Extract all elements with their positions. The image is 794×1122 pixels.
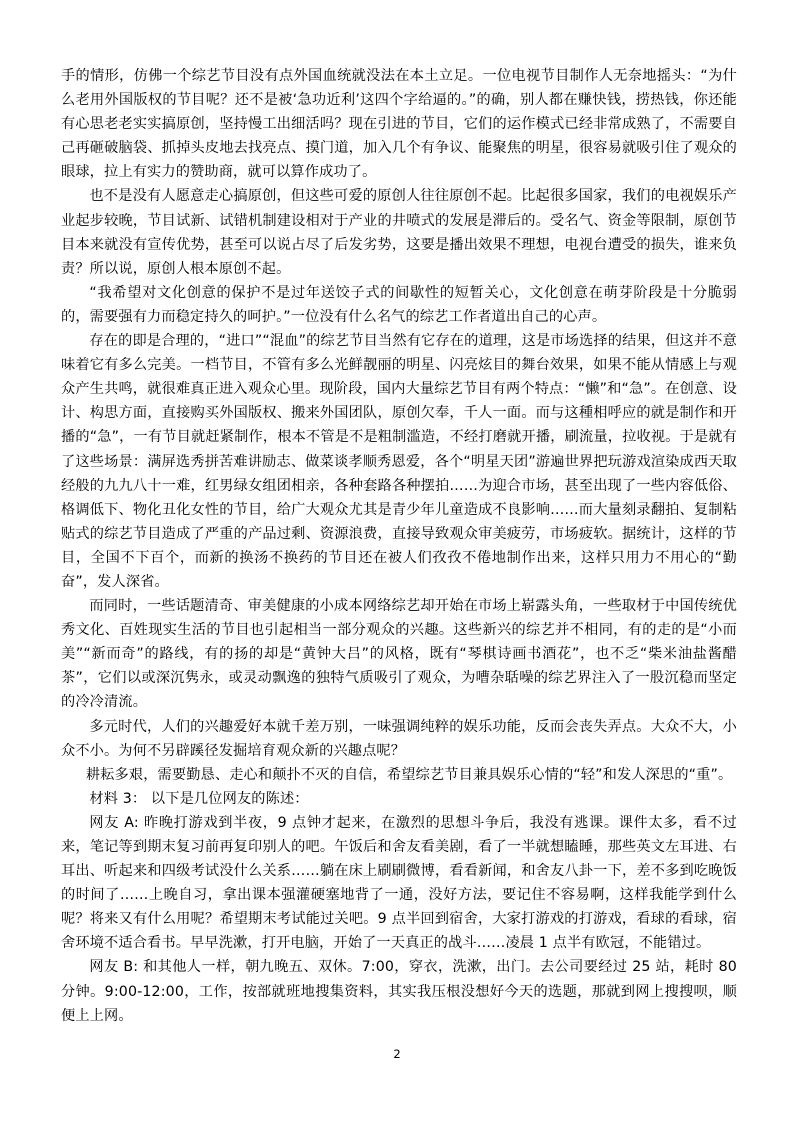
paragraph-7: 耕耘多艰，需要勤恳、走心和颠扑不灭的自信，希望综艺节目兼具娱乐心情的“轻”和发人深思的“重”。 bbox=[85, 766, 733, 783]
paragraph-6: 多元时代，人们的兴趣爱好本就千差万别，一味强调纯粹的娱乐功能，反而会丧失弄点。大众不大，小众不小。为何不另辟蹊径发掘培育观众新的兴趣点呢？ bbox=[61, 718, 737, 759]
netizen-a-statement: 网友 A: 昨晚打游戏到半夜，9 点钟才起来，在激烈的思想斗争后，我没有逃课。课件太多，看不过来，笔记等到期末复习前再复印别人的吧。午饭后和舍友看美剧，看了一半就想瞌睡，那些英文左耳进、右耳出、听起来和四级考试没什么关系……躺在床上刷刷微博，看看新闻，和舍友八卦一下，差不多到吃晚饭的时间了……上晚自习，拿出课本强灌硬塞地背了一通，没好方法，要记住不容易啊，这样我能学到什么呢？将来又有什么用呢？希望期末考试能过关吧。9 点半回到宿舍，大家打游戏的打游戏，看球的看球，宿舍环境不适合看书。早早洗漱，打开电脑，开始了一天真正的战斗……凌晨 1 点半有欧冠，不能错过。 bbox=[61, 814, 737, 952]
paragraph-5: 而同时，一些话题清奇、审美健康的小成本网络综艺却开始在市场上崭露头角，一些取材于中国传统优秀文化、百姓现实生活的节目也引起相当一部分观众的兴趣。这些新兴的综艺并不相同，有的走的是“小而美”“新而奇”的路线，有的扬的却是“黄钟大吕”的风格，既有“琴棋诗画书酒花”，也不乏“柴米油盐酱醋茶”，它们以或深沉隽永，或灵动飘逸的独特气质吸引了观众，为嘈杂聒噪的综艺界注入了一股沉稳而坚定的冷冷清流。 bbox=[61, 598, 737, 711]
document-page bbox=[61, 64, 737, 1028]
paragraph-3-quote: “我希望对文化创意的保护不是过年送饺子式的间歇性的短暂关心，文化创意在萌芽阶段是十分脆弱的，需要强有力而稳定持久的呵护。”一位没有什么名气的综艺工作者道出自己的心声。 bbox=[61, 284, 737, 325]
paragraph-4: 存在的即是合理的，“进口”“混血”的综艺节目当然有它存在的道理，这是市场选择的结果，但这并不意味着它有多么完美。一档节目，不管有多么光鲜靓丽的明星、闪亮炫目的舞台效果，如果不能从情感上与观众产生共鸣，就很难真正进入观众心里。现阶段，国内大量综艺节目有两个特点：“懒”和“急”。在创意、设计、构思方面，直接购买外国版权、搬来外国团队，原创欠奉，千人一面。而与这種相呼应的就是制作和开播的“急”，一有节目就赶紧制作，根本不管是不是粗制滥造，不经打磨就开播，刷流量，拉收视。于是就有了这些场景：满屏选秀拼苦难讲励志、做菜谈孝顺秀恩爱，各个“明星天团”游遍世界把玩游戏渲染成西天取经般的九九八十一难，红男绿女组团相亲，各种套路各种摆拍……为迎合市场，甚至出现了一些内容低俗、格调低下、物化丑化女性的节目，给广大观众尤其是青少年儿童造成不良影响……而大量刻录翻拍、复制粘贴式的综艺节目造成了严重的产品过剩、资源浪费，直接导致观众审美疲劳，市场疲软。据统计，这样的节目，全国不下百个，而新的换汤不换药的节目还在被人们孜孜不倦地制作出来，这样只用力不用心的“勤奋”，发人深省。 bbox=[61, 333, 737, 590]
paragraph-1: 手的情形，仿佛一个综艺节目没有点外国血统就没法在本土立足。一位电视节目制作人无奈地摇头：“为什么老用外国版权的节目呢？还不是被‘急功近利’这四个字给逼的。”的确，别人都在赚快钱，捞热钱，你还能有心思老老实实搞原创，坚持慢工出细活吗？现在引进的节目，它们的运作模式已经非常成熟了，不需要自己再砸破脑袋、抓掉头皮地去找亮点、摸门道，加入几个有争议、能聚焦的明星，很容易就吸引住了观众的眼球，拉上有实力的赞助商，就可以算作成功了。 bbox=[61, 68, 737, 181]
page-number: 2 bbox=[393, 1047, 401, 1061]
material-3-heading: 材料 3： 以下是几位网友的陈述： bbox=[89, 790, 309, 807]
netizen-b-statement: 网友 B: 和其他人一样，朝九晚五、双休。7:00，穿衣，洗漱，出门。去公司要经过 25 站，耗时 80 分钟。9:00-12:00，工作，按部就班地搜集资料，其实我压根没想好今天的选题，那就到网上搜搜呗，顺便上上网。 bbox=[61, 959, 737, 1024]
paragraph-2: 也不是没有人愿意走心搞原创，但这些可爱的原创人往往原创不起。比起很多国家，我们的电视娱乐产业起步较晚，节目试新、试错机制建设相对于产业的井喷式的发展是滞后的。受名气、资金等限制，原创节目本来就没有宣传优势，甚至可以说占尽了后发劣势，这要是播出效果不理想，电视台遭受的损失，谁来负责？所以说，原创人根本原创不起。 bbox=[61, 188, 737, 277]
